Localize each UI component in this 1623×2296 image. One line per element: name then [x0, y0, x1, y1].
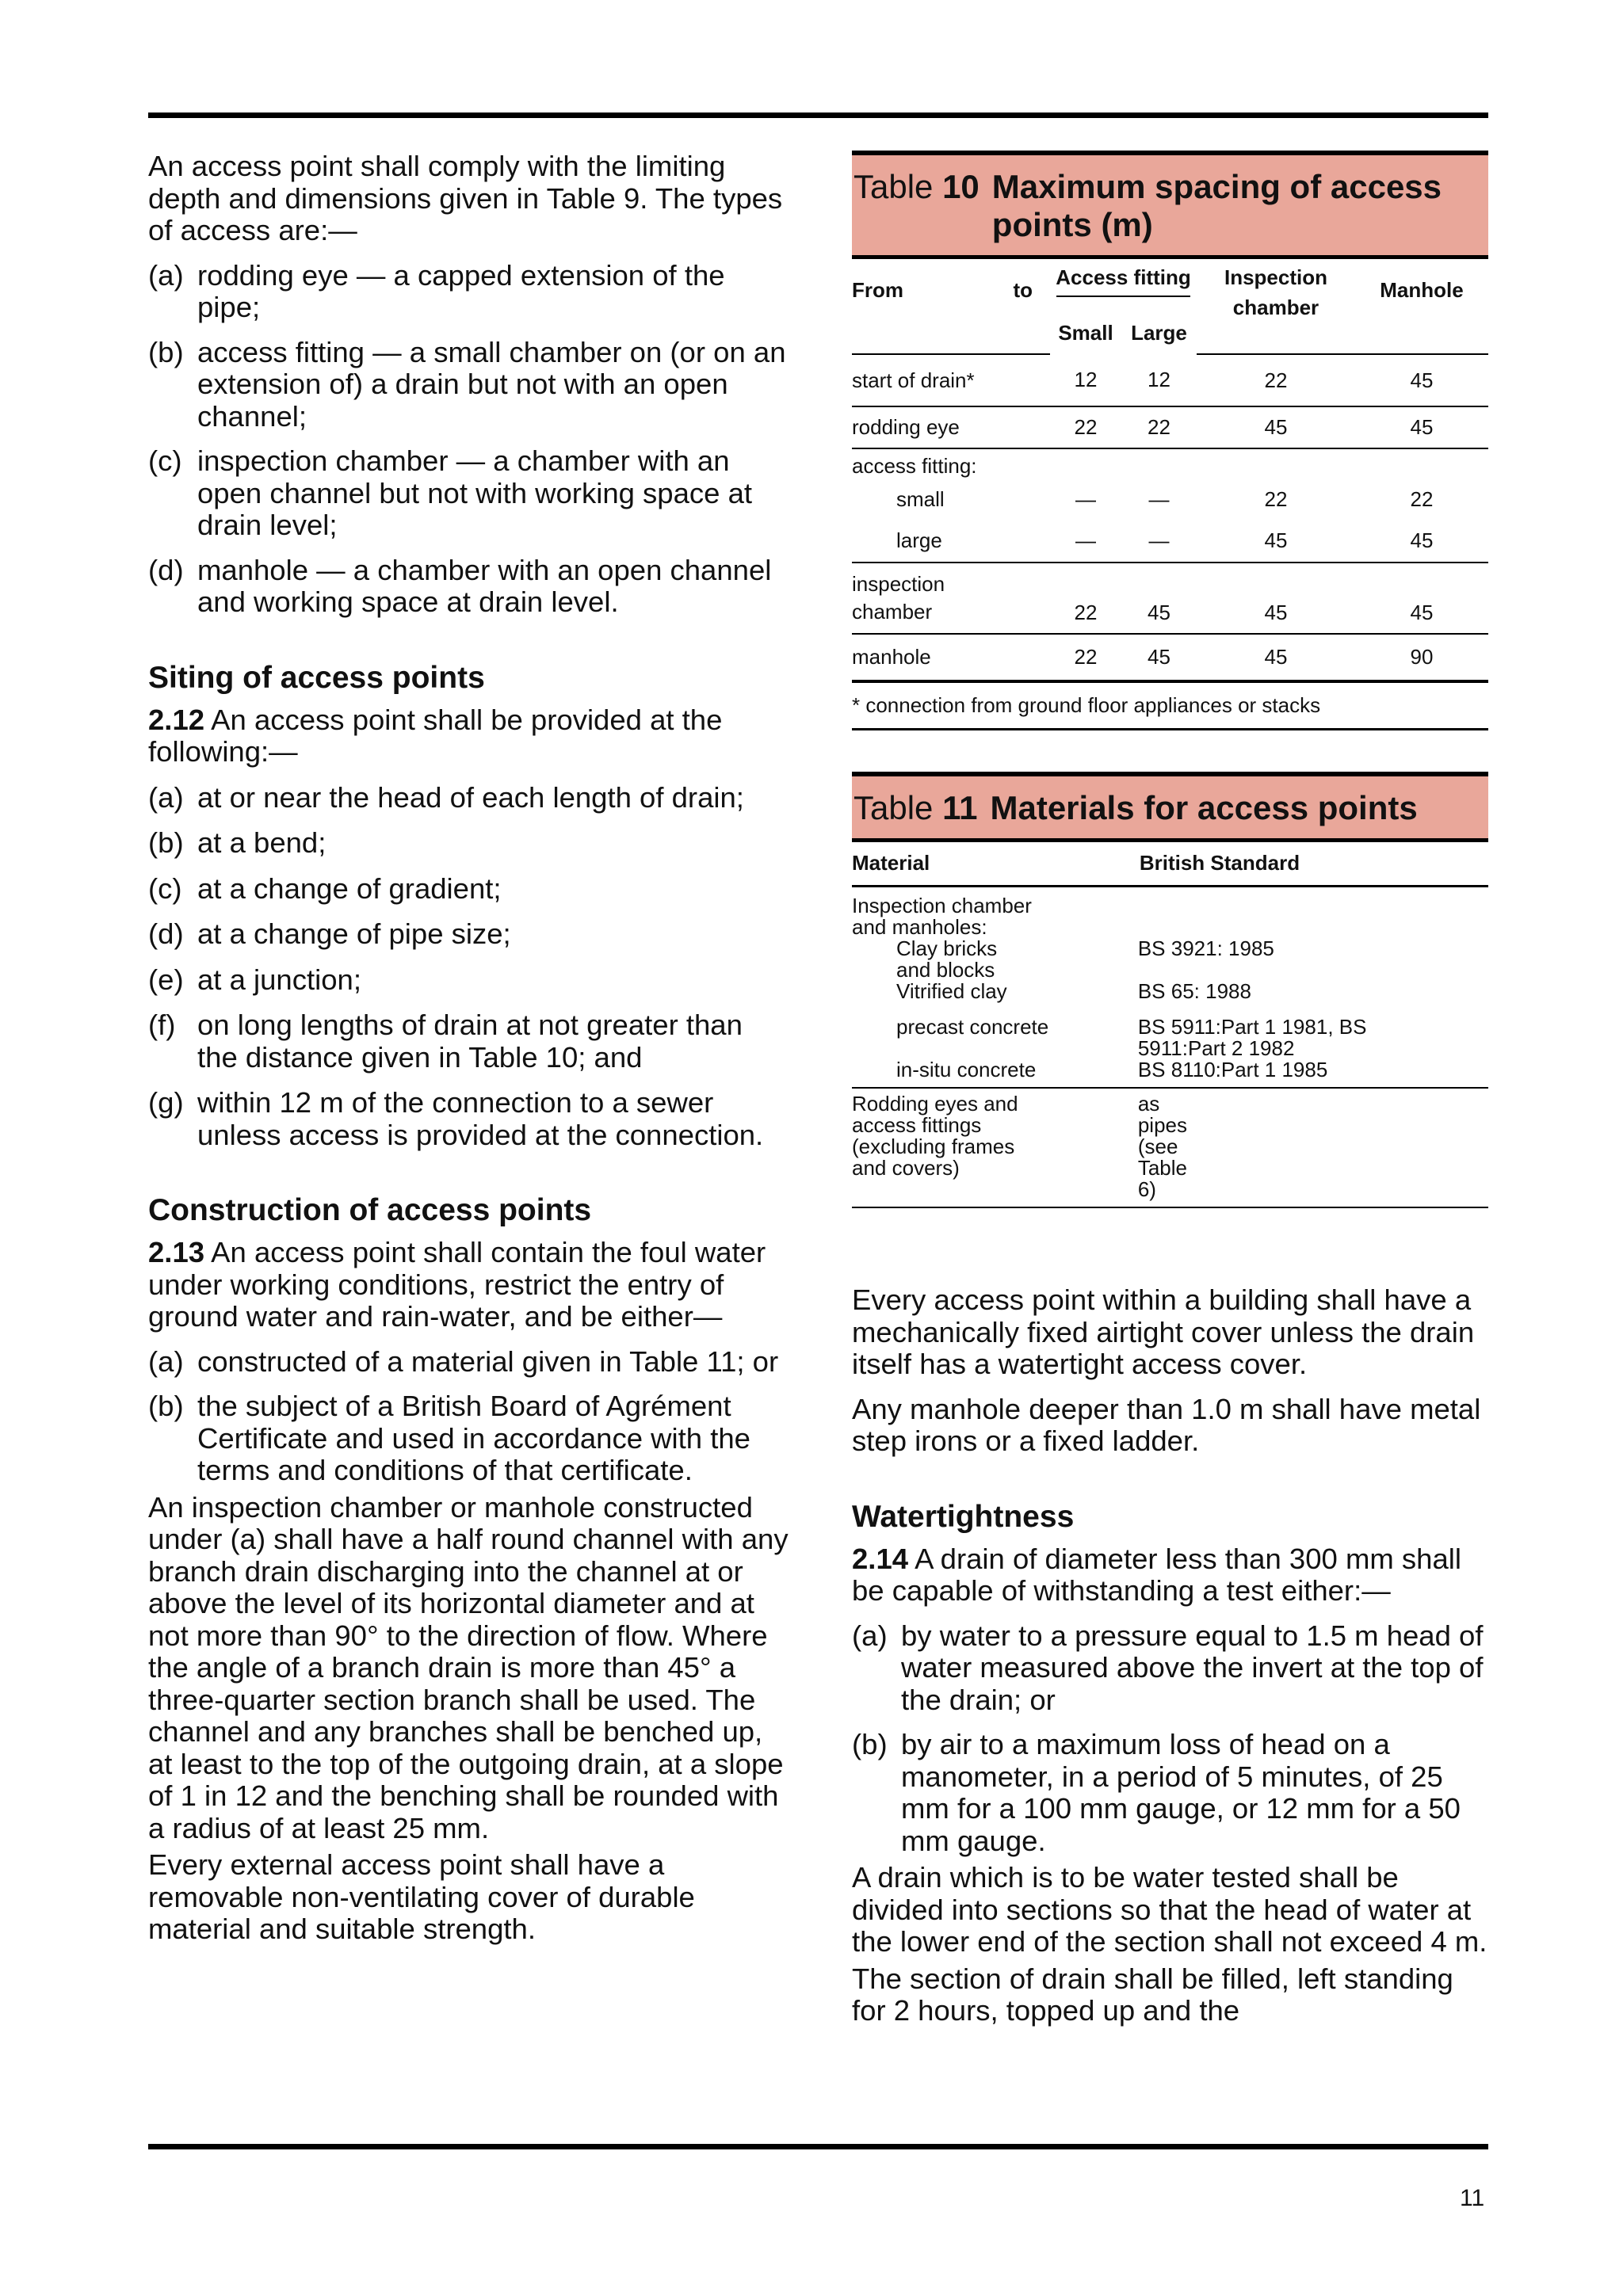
- col-header-access-fitting: Access fitting: [1056, 265, 1191, 289]
- table-row: Inspection chamber and manholes:: [852, 894, 1032, 939]
- table-row: in-situ concrete BS 8110:Part 1 1985: [852, 1059, 1488, 1088]
- sections-paragraph: A drain which is to be water tested shall be divided into sections so that the head of water at the lower end of the section shall not exceed 4 m.: [852, 1861, 1487, 1958]
- table-row: Rodding eyes and access fittings (excluding frames and covers) as pipes (see Table 6): [852, 1088, 1488, 1207]
- airtight-cover-paragraph: Every access point within a building shall have a mechanically fixed airtight cover unless the drain itself has a watertight access cover.: [852, 1283, 1475, 1380]
- right-column: [852, 151, 1488, 2027]
- table-row: large — — 45 45: [852, 520, 1488, 563]
- list-item: (c) at a change of gradient;: [148, 871, 502, 905]
- col-header-manhole: Manhole: [1380, 277, 1464, 302]
- step-irons-paragraph: Any manhole deeper than 1.0 m shall have metal step irons or a fixed ladder.: [852, 1392, 1481, 1457]
- table-11: [852, 772, 1488, 1209]
- table-11-grid: [852, 842, 1488, 1209]
- external-cover-paragraph: Every external access point shall have a removable non-ventilating cover of durable material and suitable strength.: [148, 1848, 695, 1945]
- table-row: Vitrified clay BS 65: 1988: [896, 979, 1251, 1003]
- table-row: Clay bricks and blocks BS 3921: 1985: [896, 936, 1274, 982]
- section-heading: Siting of access points: [148, 660, 485, 695]
- section-heading: Construction of access points: [148, 1193, 592, 1227]
- col-header-to: to: [1013, 277, 1033, 302]
- table-row: rodding eye 22 22 45 45: [852, 406, 1488, 448]
- intro-paragraph: An access point shall comply with the limiting depth and dimensions given in Table 9. The types of access are:—: [148, 150, 783, 246]
- list-item: (b) by air to a maximum loss of head on a manometer, in a period of 5 minutes, of 25 mm for a 100 mm gauge, or 12 mm for a 50 mm gauge.: [852, 1728, 1461, 1857]
- table-row: access fitting:: [852, 454, 977, 478]
- bottom-rule: [148, 2144, 1488, 2149]
- paragraph-2-12: 2.12 An access point shall be provided at the following:—: [148, 703, 723, 768]
- table-10-grid: [852, 259, 1488, 730]
- col-header-standard: British Standard: [1139, 851, 1300, 875]
- table-row: small — — 22 22: [896, 486, 1434, 511]
- table-11-title: Table 11 Materials for access points: [852, 772, 1488, 842]
- left-column: [148, 151, 790, 1946]
- col-header-from: From: [852, 277, 903, 302]
- table-row: manhole 22 45 45 90: [852, 634, 1488, 681]
- channel-paragraph: An inspection chamber or manhole constructed under (a) shall have a half round channel with any branch drain discharging into the channel at or above the level of its horizontal diameter and at not more than 90° to the direction of flow. Where the angle of a branch drain is more than 45° a three-quarter section branch shall be used. The channel and any branches shall be benched up, at least to the top of the outgoing drain, at a slope of 1 in 12 and the benching shall be rounded with a radius of at least 25 mm.: [148, 1490, 789, 1844]
- paragraph-2-13: 2.13 An access point shall contain the foul water under working conditions, restrict the entry of ground water and rain-water, and be either—: [148, 1236, 766, 1333]
- list-item: (f) on long lengths of drain at not greater than the distance given in Table 10; and: [148, 1009, 743, 1074]
- col-header-large: Large: [1131, 321, 1187, 345]
- paragraph-2-14: 2.14 A drain of diameter less than 300 mm shall be capable of withstanding a test either:—: [852, 1542, 1461, 1607]
- list-item: (b) the subject of a British Board of Agrément Certificate and used in accordance with the terms and conditions of that certificate.: [148, 1390, 750, 1486]
- col-header-small: Small: [1058, 321, 1113, 345]
- col-header-material: Material: [852, 851, 930, 875]
- list-item: (a) by water to a pressure equal to 1.5 m head of water measured above the invert at the top of the drain; or: [852, 1619, 1484, 1716]
- page-number: 11: [1460, 2185, 1485, 2211]
- table-row: inspection chamber 22 45 45 45: [852, 563, 1488, 634]
- list-item: (a) rodding eye — a capped extension of the pipe;: [148, 258, 725, 323]
- table-10-footnote: * connection from ground floor appliances or stacks: [852, 692, 1321, 717]
- section-heading: Watertightness: [852, 1499, 1075, 1534]
- construction-list: [148, 1346, 790, 1487]
- list-item: (a) at or near the head of each length of drain;: [148, 780, 744, 814]
- test-method-list: [852, 1620, 1488, 1858]
- list-item: (b) access fitting — a small chamber on (or on an extension of) a drain but not with an open channel;: [148, 335, 786, 433]
- table-10-title: Table 10 Maximum spacing of access points (m): [852, 151, 1488, 259]
- list-item: (d) manhole — a chamber with an open channel and working space at drain level.: [148, 553, 772, 618]
- siting-list: [148, 782, 790, 1152]
- table-10: [852, 151, 1488, 730]
- header-divider: [1056, 296, 1190, 297]
- access-types-list: [148, 260, 790, 619]
- list-item: (g) within 12 m of the connection to a sewer unless access is provided at the connection.: [148, 1086, 764, 1151]
- list-item: (c) inspection chamber — a chamber with an open channel but not with working space at drain level;: [148, 444, 753, 541]
- top-rule: [148, 113, 1488, 118]
- list-item: (b) at a bend;: [148, 826, 327, 859]
- table-row: precast concrete BS 5911:Part 1 1981, BS 5911:Part 2 1982: [896, 1015, 1367, 1060]
- list-item: (e) at a junction;: [148, 963, 361, 996]
- list-item: (a) constructed of a material given in Table 11; or: [148, 1344, 779, 1378]
- table-row: start of drain* 12 12 22 45: [852, 354, 1488, 406]
- filled-paragraph: The section of drain shall be filled, left standing for 2 hours, topped up and the: [852, 1962, 1453, 2027]
- col-header-chamber: chamber: [1232, 296, 1319, 319]
- col-header-inspection: Inspection: [1224, 265, 1327, 289]
- list-item: (d) at a change of pipe size;: [148, 917, 511, 950]
